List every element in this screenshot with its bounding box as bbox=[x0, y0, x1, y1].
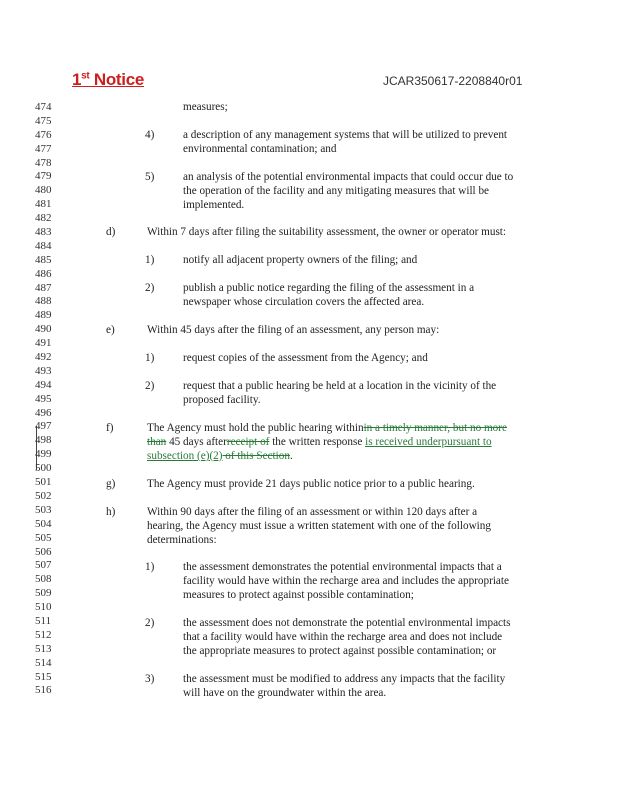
notice-number: 1 bbox=[72, 70, 82, 89]
deleted-text: of this Section bbox=[222, 449, 290, 462]
line-number: 483 bbox=[35, 226, 52, 239]
section-e-text: Within 45 days after the filing of an assessment, any person may: bbox=[147, 324, 440, 336]
line-number: 500 bbox=[35, 462, 52, 475]
section-h1-label: 1) bbox=[145, 561, 155, 573]
line-number: 482 bbox=[35, 212, 52, 225]
line-number: 484 bbox=[35, 239, 52, 252]
section-h2-label: 2) bbox=[145, 617, 155, 629]
section-e2-text: request that a public hearing be held at a location in the vicinity of the proposed facility. bbox=[183, 380, 497, 406]
inserted-text: is received underpursuant to bbox=[365, 435, 492, 448]
section-d-text: Within 7 days after filing the suitability assessment, the owner or operator must: bbox=[147, 226, 507, 238]
line-number-column bbox=[35, 101, 75, 698]
item-5-text: an analysis of the potential environmental impacts that could occur due to the operation of the facility and any mitigating measures that will be implemented. bbox=[183, 171, 514, 211]
section-d-label: d) bbox=[106, 226, 116, 238]
line-number: 480 bbox=[35, 184, 52, 197]
inserted-text: subsection (e)(2) bbox=[147, 449, 223, 462]
line-number: 497 bbox=[35, 420, 52, 433]
line-number: 491 bbox=[35, 337, 52, 350]
line-number: 504 bbox=[35, 517, 52, 530]
section-e2-label: 2) bbox=[145, 380, 155, 392]
line-number: 508 bbox=[35, 573, 52, 586]
fragment-text: measures; bbox=[183, 101, 228, 113]
line-number: 488 bbox=[35, 295, 52, 308]
line-number: 478 bbox=[35, 156, 52, 169]
line-number: 492 bbox=[35, 351, 52, 364]
deleted-text: in a timely manner, but no more bbox=[363, 422, 507, 434]
line-number: 495 bbox=[35, 392, 52, 405]
document-id: JCAR350617-2208840r01 bbox=[383, 74, 523, 88]
line-number: 493 bbox=[35, 364, 52, 377]
line-number: 487 bbox=[35, 281, 52, 294]
line-number: 475 bbox=[35, 114, 52, 127]
line-number: 516 bbox=[35, 684, 52, 697]
section-d2-text: publish a public notice regarding the filing of the assessment in a newspaper whose circulation covers the affected area. bbox=[183, 282, 475, 308]
line-number: 501 bbox=[35, 476, 52, 489]
line-number: 485 bbox=[35, 253, 52, 266]
section-h2-text: the assessment does not demonstrate the potential environmental impacts that a facility would have within the recharge area and does not include the appropriate measures to protect against possible contamination; or bbox=[183, 617, 511, 657]
section-d1-label: 1) bbox=[145, 254, 155, 266]
item-4-label: 4) bbox=[145, 129, 155, 141]
line-number: 515 bbox=[35, 670, 52, 683]
line-number: 481 bbox=[35, 198, 52, 211]
deleted-text: than bbox=[147, 435, 167, 448]
item-5-label: 5) bbox=[145, 171, 155, 183]
line-number: 476 bbox=[35, 128, 52, 141]
section-e-label: e) bbox=[106, 324, 115, 336]
notice-word: Notice bbox=[89, 70, 145, 89]
section-g-label: g) bbox=[106, 478, 116, 490]
line-number: 510 bbox=[35, 601, 52, 614]
line-number: 502 bbox=[35, 489, 52, 502]
line-number: 505 bbox=[35, 531, 52, 544]
line-number: 489 bbox=[35, 309, 52, 322]
line-number: 511 bbox=[35, 614, 52, 627]
line-number: 512 bbox=[35, 628, 52, 641]
line-number: 479 bbox=[35, 170, 52, 183]
notice-superscript: st bbox=[81, 70, 90, 82]
line-number: 490 bbox=[35, 323, 52, 336]
line-number: 498 bbox=[35, 434, 52, 447]
section-e1-text: request copies of the assessment from the Agency; and bbox=[183, 352, 428, 364]
line-number: 474 bbox=[35, 101, 52, 113]
line-number: 509 bbox=[35, 587, 52, 600]
item-4-text: a description of any management systems that will be utilized to prevent environmental contamination; and bbox=[183, 129, 508, 155]
line-number: 513 bbox=[35, 642, 52, 655]
section-d2-label: 2) bbox=[145, 282, 155, 294]
line-number: 496 bbox=[35, 406, 52, 419]
line-number: 503 bbox=[35, 503, 52, 516]
section-f-text: The Agency must hold the public hearing withinin a timely manner, but no more than 45 days afterreceipt of the written response is received underpursuant to subsection (e)(2) of this Section. bbox=[147, 422, 507, 462]
section-f-label: f) bbox=[106, 422, 114, 434]
line-number: 486 bbox=[35, 267, 52, 280]
section-h1-text: the assessment demonstrates the potential environmental impacts that a facility would have within the recharge area and includes the appropriate measures to protect against possible contamination; bbox=[183, 561, 509, 601]
line-number: 514 bbox=[35, 656, 52, 669]
section-g-text: The Agency must provide 21 days public notice prior to a public hearing. bbox=[147, 478, 475, 490]
deleted-text: receipt of bbox=[226, 435, 270, 448]
line-number: 506 bbox=[35, 545, 52, 558]
section-h3-text: the assessment must be modified to address any impacts that the facility will have on the groundwater within the area. bbox=[183, 673, 506, 699]
section-e1-label: 1) bbox=[145, 352, 155, 364]
line-number: 499 bbox=[35, 448, 52, 461]
line-number: 494 bbox=[35, 378, 52, 391]
line-number: 477 bbox=[35, 142, 52, 155]
section-h3-label: 3) bbox=[145, 673, 155, 685]
section-d1-text: notify all adjacent property owners of the filing; and bbox=[183, 254, 418, 266]
notice-title bbox=[72, 70, 144, 90]
section-h-label: h) bbox=[106, 506, 116, 518]
line-number: 507 bbox=[35, 559, 52, 572]
section-h-text: Within 90 days after the filing of an assessment or within 120 days after a hearing, the Agency must issue a written statement with one of the following determinations: bbox=[147, 506, 491, 546]
